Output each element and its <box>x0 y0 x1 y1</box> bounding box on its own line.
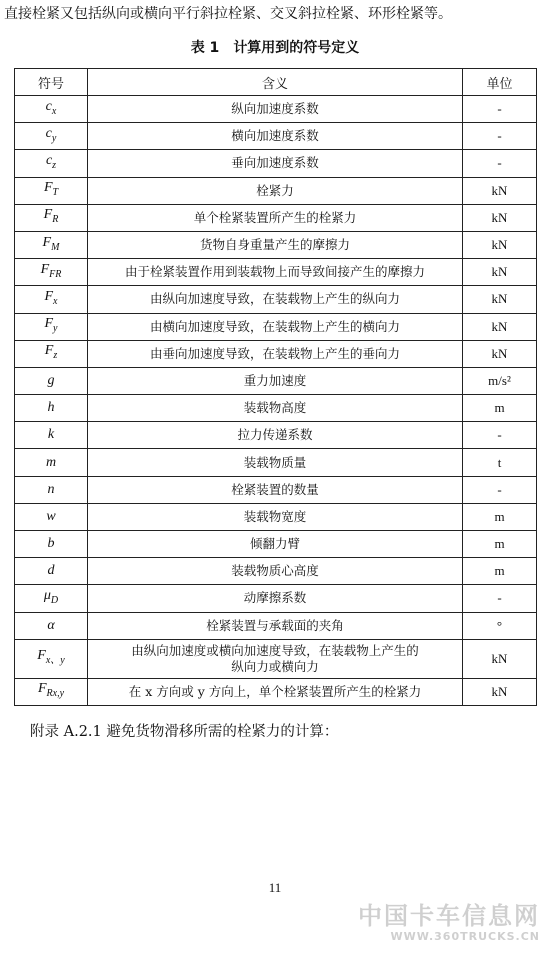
table-row <box>15 449 537 476</box>
symbol-base: k <box>47 427 55 443</box>
symbol-cell <box>15 678 88 705</box>
table-row <box>15 204 537 231</box>
unit-cell: kN <box>463 177 537 204</box>
header-meaning: 含义 <box>88 69 463 96</box>
symbol-cell <box>15 558 88 585</box>
meaning-cell: 装载物质心高度 <box>88 558 463 585</box>
table-row <box>15 123 537 150</box>
unit-cell: kN <box>463 678 537 705</box>
symbol-subscript: R <box>52 214 59 226</box>
meaning-cell: 栓紧力 <box>88 177 463 204</box>
unit-cell: m <box>463 531 537 558</box>
header-symbol: 符号 <box>15 69 88 96</box>
symbol-base: m <box>45 454 57 470</box>
meaning-cell: 装载物质量 <box>88 449 463 476</box>
symbol-cell <box>15 340 88 367</box>
symbol-base: F <box>44 343 54 359</box>
table-row <box>15 476 537 503</box>
symbol-base: F <box>42 234 52 250</box>
table-row <box>15 150 537 177</box>
symbol-subscript: M <box>51 241 60 253</box>
symbol-cell <box>15 639 88 678</box>
unit-cell: - <box>463 585 537 612</box>
symbol-base: h <box>47 400 55 416</box>
table-caption <box>0 38 550 58</box>
unit-cell: kN <box>463 231 537 258</box>
symbol-subscript: Rx,y <box>46 688 65 700</box>
unit-cell: t <box>463 449 537 476</box>
table-row <box>15 395 537 422</box>
symbol-subscript: y <box>53 322 58 334</box>
symbol-cell <box>15 503 88 530</box>
appendix-heading: 附录 A.2.1 避免货物滑移所需的栓紧力的计算： <box>30 724 339 740</box>
table-row <box>15 612 537 639</box>
unit-cell: - <box>463 123 537 150</box>
table-row <box>15 367 537 394</box>
table-title: 计算用到的符号定义 <box>233 40 360 56</box>
symbol-base: n <box>47 481 55 497</box>
symbol-base: F <box>37 648 46 664</box>
symbol-base: c <box>45 153 53 169</box>
symbol-subscript: x <box>51 105 57 117</box>
unit-cell: kN <box>463 313 537 340</box>
symbol-cell <box>15 286 88 313</box>
symbol-cell <box>15 259 88 286</box>
unit-cell: kN <box>463 259 537 286</box>
symbol-cell <box>15 123 88 150</box>
symbol-cell <box>15 531 88 558</box>
unit-cell: m <box>463 395 537 422</box>
symbol-subscript: D <box>50 594 59 606</box>
unit-cell: kN <box>463 639 537 678</box>
unit-cell: - <box>463 96 537 123</box>
symbol-subscript: z <box>52 159 57 171</box>
meaning-cell: 由纵向加速度或横向加速度导致，在装载物上产生的纵向力或横向力 <box>88 639 463 678</box>
table-row <box>15 558 537 585</box>
symbol-base: F <box>37 681 47 697</box>
symbol-subscript: FR <box>49 268 62 280</box>
symbol-subscript: T <box>52 187 59 199</box>
table-row <box>15 259 537 286</box>
symbol-cell <box>15 612 88 639</box>
unit-cell: kN <box>463 286 537 313</box>
symbol-base: g <box>47 372 55 388</box>
symbol-cell <box>15 231 88 258</box>
unit-cell: - <box>463 422 537 449</box>
symbol-base: c <box>45 98 52 114</box>
meaning-cell: 横向加速度系数 <box>88 123 463 150</box>
table-row <box>15 177 537 204</box>
page-number: 11 <box>268 880 282 895</box>
meaning-cell: 装载物高度 <box>88 395 463 422</box>
table-row <box>15 531 537 558</box>
meaning-cell: 垂向加速度系数 <box>88 150 463 177</box>
table-header-row <box>15 69 537 96</box>
symbol-subscript: x <box>53 295 58 307</box>
symbol-base: w <box>46 508 56 524</box>
symbol-base: α <box>47 617 55 633</box>
unit-cell: m/s² <box>463 367 537 394</box>
meaning-cell: 动摩擦系数 <box>88 585 463 612</box>
symbol-subscript: z <box>53 350 58 362</box>
table-row <box>15 678 537 705</box>
symbol-cell <box>15 177 88 204</box>
symbol-cell <box>15 313 88 340</box>
table-row <box>15 231 537 258</box>
watermark-cn: 中国卡车信息网 <box>358 902 540 930</box>
meaning-cell: 由纵向加速度导致，在装载物上产生的纵向力 <box>88 286 463 313</box>
table-row <box>15 313 537 340</box>
symbol-base: F <box>44 289 54 304</box>
meaning-cell: 由垂向加速度导致，在装载物上产生的垂向力 <box>88 340 463 367</box>
symbol-cell <box>15 585 88 612</box>
unit-cell: - <box>463 476 537 503</box>
symbol-cell <box>15 449 88 476</box>
symbol-cell <box>15 150 88 177</box>
meaning-cell: 倾翻力臂 <box>88 531 463 558</box>
meaning-cell: 栓紧装置与承载面的夹角 <box>88 612 463 639</box>
intro-paragraph: 直接栓紧又包括纵向或横向平行斜拉栓紧、交叉斜拉栓紧、环形栓紧等。 <box>4 6 452 22</box>
unit-cell: - <box>463 150 537 177</box>
meaning-cell: 拉力传递系数 <box>88 422 463 449</box>
table-row <box>15 286 537 313</box>
meaning-cell: 单个栓紧装置所产生的栓紧力 <box>88 204 463 231</box>
symbol-subscript: y <box>51 132 57 144</box>
unit-cell: m <box>463 558 537 585</box>
symbol-cell <box>15 96 88 123</box>
symbol-cell <box>15 367 88 394</box>
unit-cell: kN <box>463 340 537 367</box>
meaning-cell: 纵向加速度系数 <box>88 96 463 123</box>
symbol-base: F <box>43 180 53 196</box>
symbol-base: b <box>47 536 55 552</box>
symbol-base: c <box>45 125 52 141</box>
unit-cell: ° <box>463 612 537 639</box>
unit-cell: kN <box>463 204 537 231</box>
symbol-subscript: x、y <box>45 655 65 667</box>
meaning-cell: 重力加速度 <box>88 367 463 394</box>
site-watermark <box>358 902 540 944</box>
meaning-cell: 货物自身重量产生的摩擦力 <box>88 231 463 258</box>
symbol-cell <box>15 422 88 449</box>
table-row <box>15 503 537 530</box>
table-row <box>15 639 537 678</box>
table-row <box>15 96 537 123</box>
symbol-base: F <box>43 207 53 223</box>
table-row <box>15 585 537 612</box>
symbol-base: d <box>47 563 55 579</box>
meaning-cell: 由横向加速度导致，在装载物上产生的横向力 <box>88 313 463 340</box>
meaning-cell: 在 x 方向或 y 方向上，单个栓紧装置所产生的栓紧力 <box>88 678 463 705</box>
symbol-cell <box>15 204 88 231</box>
symbol-base: F <box>44 316 54 332</box>
unit-cell: m <box>463 503 537 530</box>
table-row <box>15 340 537 367</box>
table-label: 表 1 <box>190 40 220 56</box>
header-unit: 单位 <box>463 69 537 96</box>
meaning-cell: 栓紧装置的数量 <box>88 476 463 503</box>
symbol-cell <box>15 395 88 422</box>
table-row <box>15 422 537 449</box>
symbol-base: μ <box>43 588 51 604</box>
meaning-cell: 装载物宽度 <box>88 503 463 530</box>
symbol-cell <box>15 476 88 503</box>
meaning-cell: 由于栓紧装置作用到装载物上而导致间接产生的摩擦力 <box>88 259 463 286</box>
symbol-base: F <box>40 261 50 277</box>
watermark-en: WWW.360TRUCKS.CN <box>390 930 540 943</box>
symbol-definition-table <box>14 68 537 706</box>
